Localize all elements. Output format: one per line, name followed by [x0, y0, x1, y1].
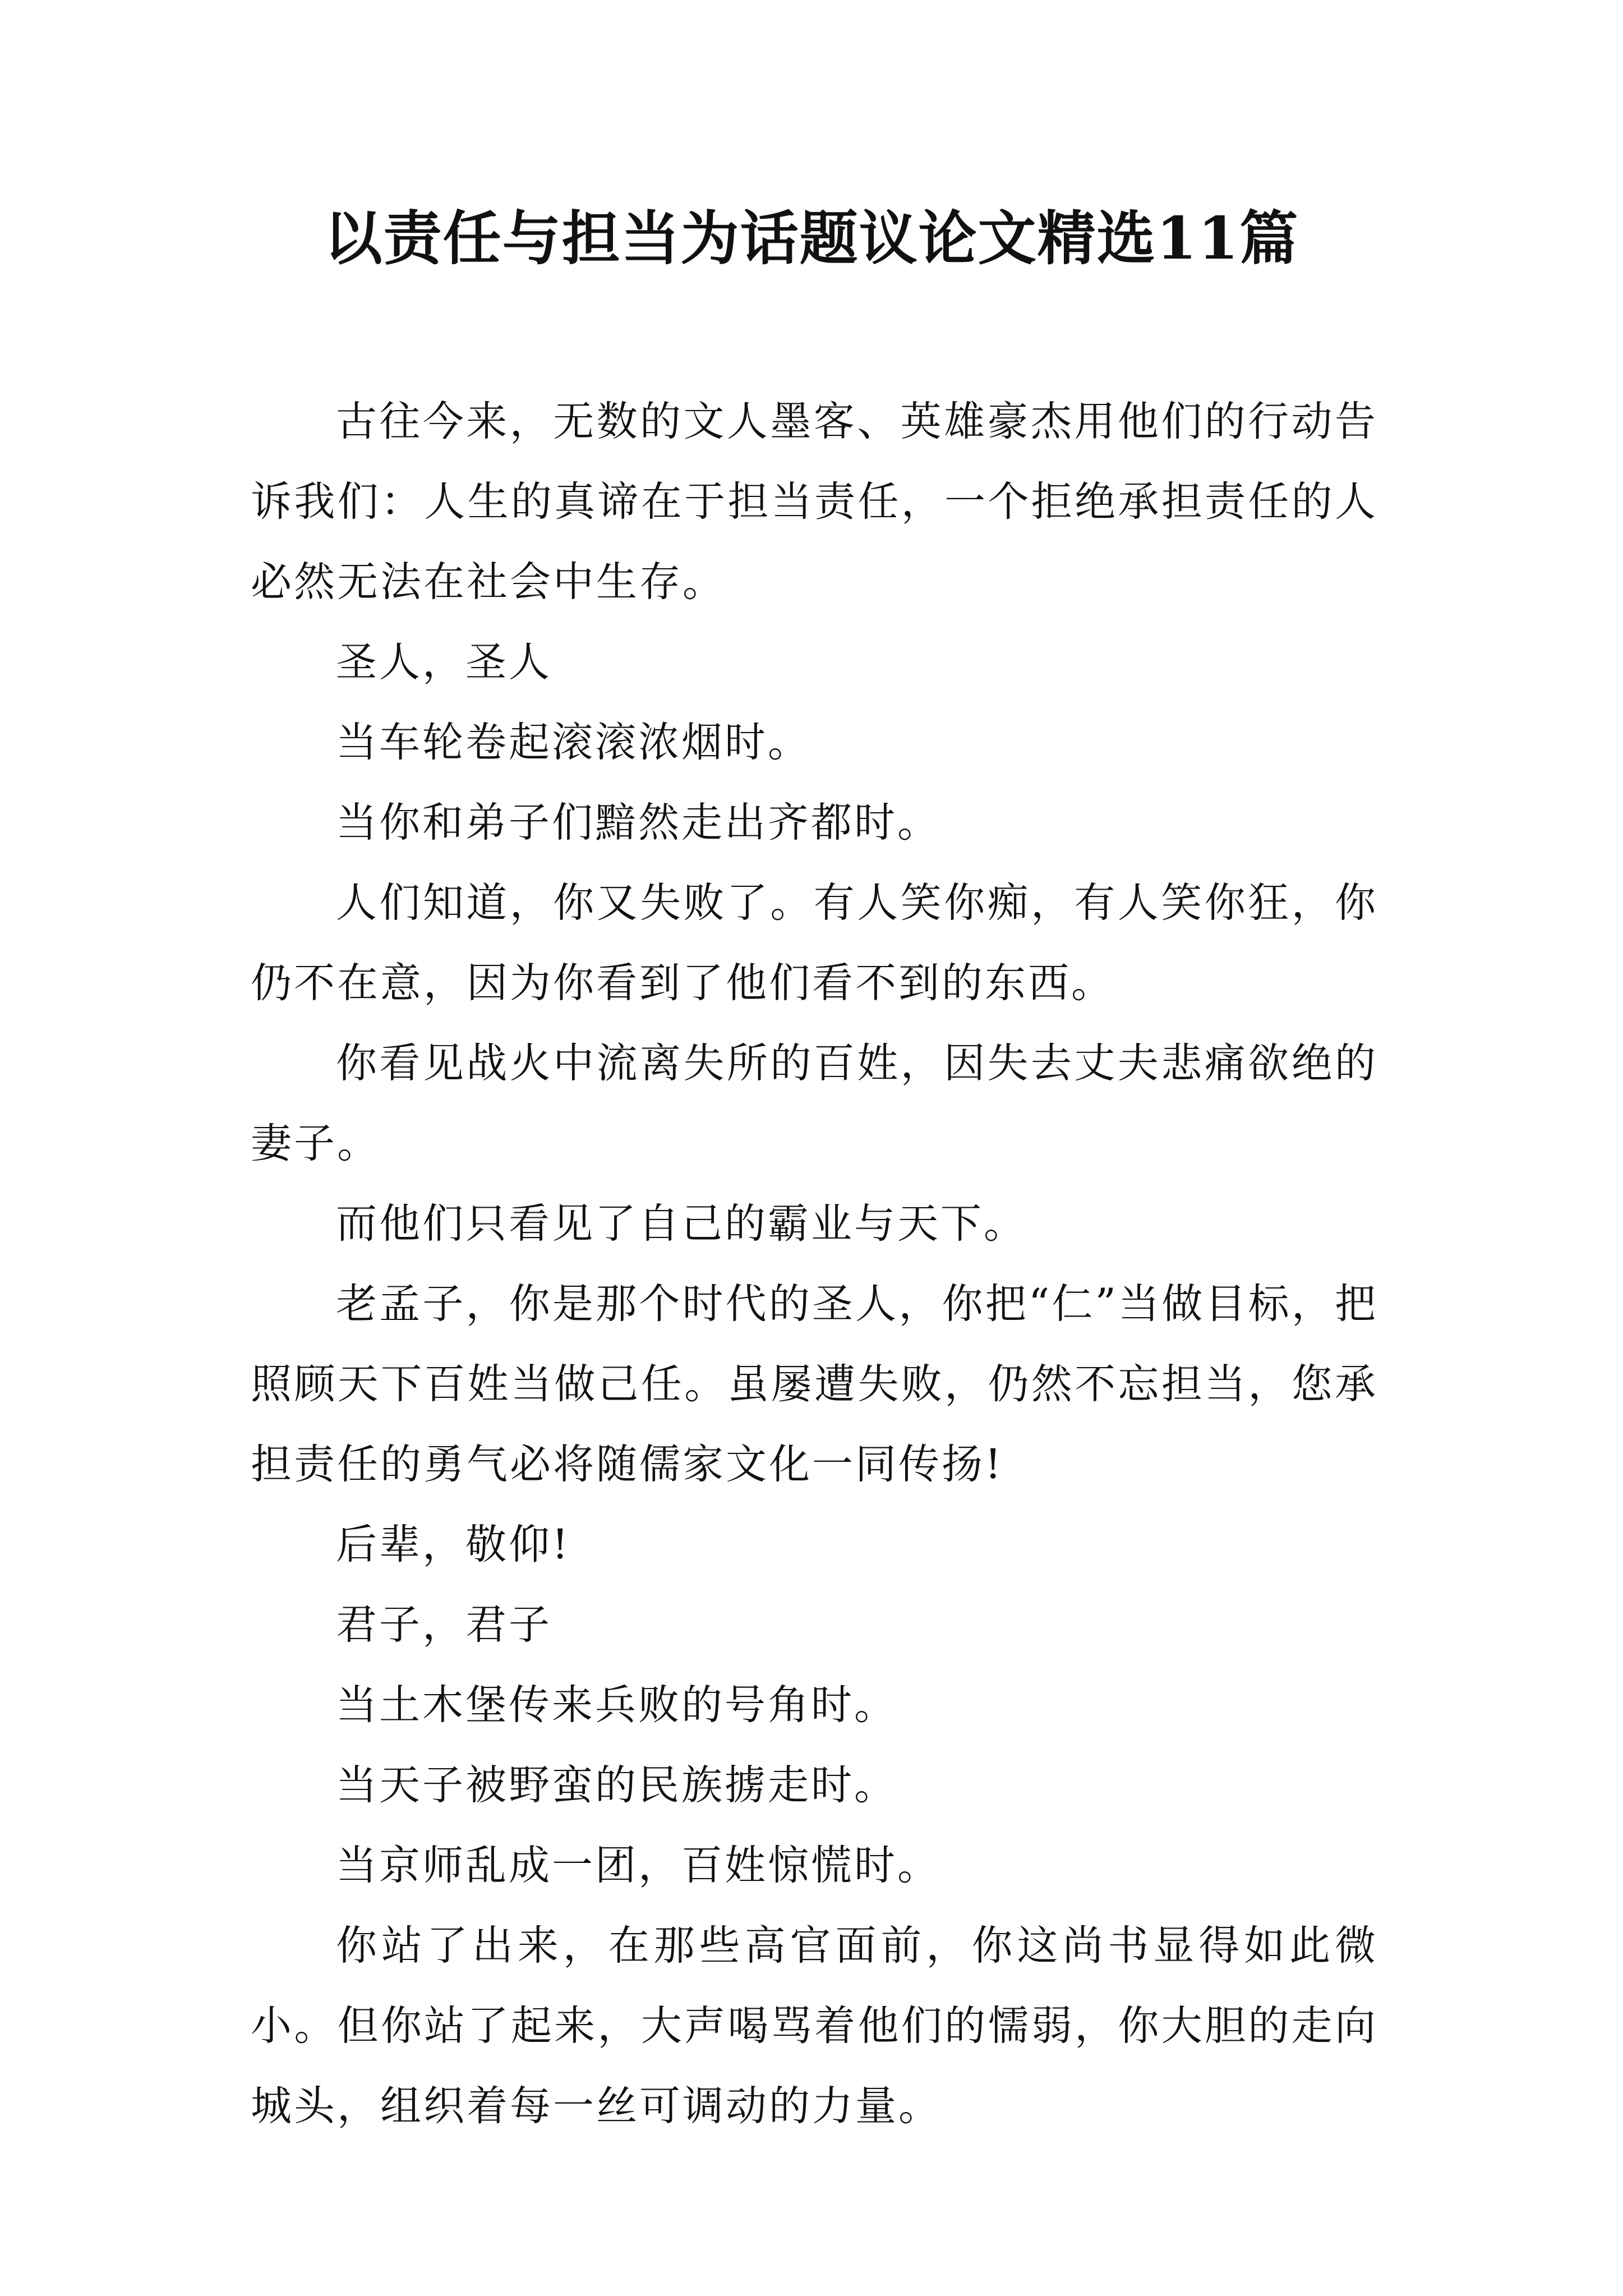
- paragraph: 而他们只看见了自己的霸业与天下。: [336, 1200, 1027, 1248]
- paragraph: 当天子被野蛮的民族掳走时。: [336, 1761, 897, 1809]
- paragraph: 君子，君子: [336, 1601, 552, 1649]
- paragraph: 当车轮卷起滚滚浓烟时。: [336, 719, 811, 766]
- paragraph: 你看见战火中流离失所的百姓，因失去丈夫悲痛欲绝的妻子。: [251, 1039, 1378, 1167]
- paragraph: 人们知道，你又失败了。有人笑你痴，有人笑你狂，你仍不在意，因为你看到了他们看不到的东西。: [251, 879, 1378, 1007]
- document-title: 以责任与担当为话题议论文精选11篇: [324, 204, 1299, 273]
- paragraph: 你站了出来，在那些高官面前，你这尚书显得如此微小。但你站了起来，大声喝骂着他们的懦弱，你大胆的走向城头，组织着每一丝可调动的力量。: [251, 1922, 1378, 2130]
- paragraph: 当土木堡传来兵败的号角时。: [336, 1681, 897, 1729]
- paragraph: 古往今来，无数的文人墨客、英雄豪杰用他们的行动告诉我们：人生的真谛在于担当责任，一个拒绝承担责任的人必然无法在社会中生存。: [251, 398, 1378, 606]
- document-body: [251, 381, 1378, 2146]
- paragraph: 当京师乱成一团，百姓惊慌时。: [336, 1842, 940, 1889]
- paragraph: 老孟子，你是那个时代的圣人，你把“仁”当做目标，把照顾天下百姓当做己任。虽屡遭失败，仍然不忘担当，您承担责任的勇气必将随儒家文化一同传扬!: [251, 1280, 1378, 1488]
- paragraph: 当你和弟子们黯然走出齐都时。: [336, 799, 940, 846]
- paragraph: 圣人，圣人: [336, 638, 552, 686]
- paragraph: 后辈，敬仰!: [336, 1521, 571, 1568]
